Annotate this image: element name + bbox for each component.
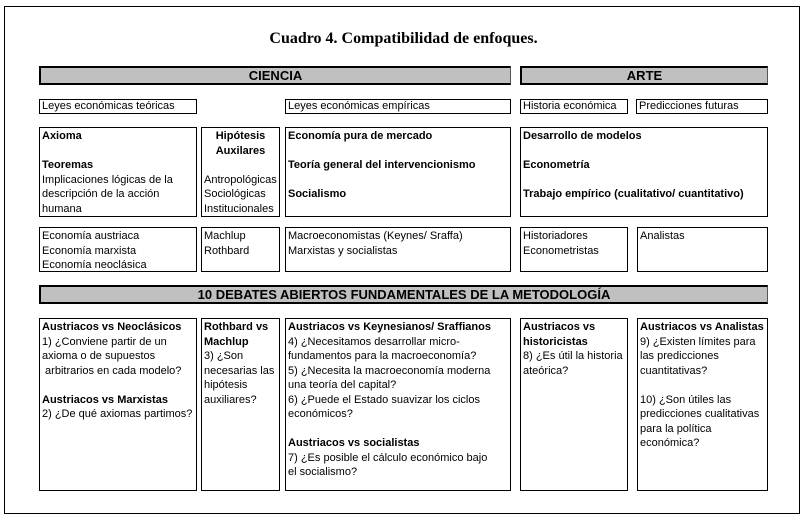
debate-question: económicos? xyxy=(288,408,353,420)
arte-item: Trabajo empírico (cualitativo/ cuantitativo) xyxy=(523,188,744,200)
section-arte: ARTE xyxy=(520,66,768,85)
arte-box xyxy=(520,127,768,217)
subheading-historia-economica: Historia económica xyxy=(520,99,628,114)
subheading-leyes-teoricas: Leyes económicas teóricas xyxy=(39,99,197,114)
escuela-item: Economía neoclásica xyxy=(42,259,147,271)
subheading-predicciones-futuras: Predicciones futuras xyxy=(636,99,768,114)
debate-question: 4) ¿Necesitamos desarrollar micro- xyxy=(288,335,460,348)
section-debates: 10 DEBATES ABIERTOS FUNDAMENTALES DE LA METODOLOGÍA xyxy=(39,285,768,304)
arte-item: Econometría xyxy=(523,159,590,171)
debate-question: 2) ¿De qué axiomas partimos? xyxy=(42,408,193,420)
debate-box-1 xyxy=(39,318,197,491)
debate-question: 1) ¿Conviene partir de un xyxy=(42,335,167,348)
autor-item: Machlup xyxy=(204,230,246,242)
hipotesis-line: Sociológicas xyxy=(204,188,266,200)
empiricas-box xyxy=(285,127,511,217)
debate-question: predicciones cualitativas xyxy=(640,408,760,420)
debate-heading: Austriacos vs Neoclásicos xyxy=(42,321,182,333)
debate-heading: Austriacos vs Keynesianos/ Sraffianos xyxy=(288,321,491,333)
analistas-box xyxy=(637,227,768,272)
hipotesis-line: Institucionales xyxy=(204,202,274,215)
debate-heading: Austriacos vs Marxistas xyxy=(42,393,168,406)
debate-question: económica? xyxy=(640,437,700,449)
debate-heading: Machlup xyxy=(204,335,249,348)
empiricas-item: Teoría general del intervencionismo xyxy=(288,159,476,171)
hipotesis-line: Antropológicas xyxy=(204,173,277,186)
debate-question: axioma o de supuestos xyxy=(42,350,156,362)
debate-question: cuantitativas? xyxy=(640,364,708,377)
table-title: Cuadro 4. Compatibilidad de enfoques. xyxy=(269,30,538,47)
axioma-box xyxy=(39,127,197,217)
debate-box-5 xyxy=(637,318,768,491)
macro-item: Macroeconomistas (Keynes/ Sraffa) xyxy=(288,230,463,242)
debate-question: una teoría del capital? xyxy=(288,379,397,391)
debate-question: 10) ¿Son útiles las xyxy=(640,393,732,406)
autores-box xyxy=(201,227,280,272)
debate-question: hipótesis xyxy=(204,379,248,391)
empiricas-item: Socialismo xyxy=(288,188,347,200)
historiadores-item: Econometristas xyxy=(523,244,599,257)
escuela-item: Economía marxista xyxy=(42,244,137,257)
arte-item: Desarrollo de modelos xyxy=(523,130,642,142)
axioma-line: descripción de la acción xyxy=(42,188,160,200)
subheading-leyes-empiricas: Leyes económicas empíricas xyxy=(285,99,511,114)
debate-question: 8) ¿Es útil la historia xyxy=(523,350,623,362)
debate-heading: Austriacos vs Analistas xyxy=(640,321,764,333)
section-ciencia: CIENCIA xyxy=(39,66,511,85)
debate-question: 5) ¿Necesita la macroeconomía moderna xyxy=(288,364,491,377)
teoremas-label: Teoremas xyxy=(42,159,94,171)
debate-question: necesarias las xyxy=(204,364,275,377)
debate-question: fundamentos para la macroeconomía? xyxy=(288,350,477,362)
debate-question: 3) ¿Son xyxy=(204,350,244,362)
debate-heading: Austriacos vs xyxy=(523,321,596,333)
hipotesis-label: Hipótesis xyxy=(215,130,266,142)
macro-box xyxy=(285,227,511,272)
debate-heading: Austriacos vs socialistas xyxy=(288,437,420,449)
hipotesis-box xyxy=(201,127,280,217)
debate-heading: historicistas xyxy=(523,335,588,348)
debate-box-3 xyxy=(285,318,511,491)
debate-question: 9) ¿Existen límites para xyxy=(640,335,756,348)
auxilares-label: Auxilares xyxy=(215,144,266,157)
debate-question: el socialismo? xyxy=(288,466,358,478)
debate-question: 6) ¿Puede el Estado suavizar los ciclos xyxy=(288,393,480,406)
axioma-line: Implicaciones lógicas de la xyxy=(42,173,173,186)
escuelas-box xyxy=(39,227,197,272)
empiricas-item: Economía pura de mercado xyxy=(288,130,433,142)
debate-heading: Rothbard vs xyxy=(204,321,269,333)
analistas-item: Analistas xyxy=(640,230,685,242)
debate-question: arbitrarios en cada modelo? xyxy=(42,364,182,377)
escuela-item: Economía austriaca xyxy=(42,230,140,242)
debate-question: ateórica? xyxy=(523,364,569,377)
autor-item: Rothbard xyxy=(204,244,250,257)
debate-question: las predicciones xyxy=(640,350,719,362)
historiadores-box xyxy=(520,227,628,272)
historiadores-item: Historiadores xyxy=(523,230,588,242)
debate-box-4 xyxy=(520,318,628,491)
axioma-line: humana xyxy=(42,202,82,215)
macro-item: Marxistas y socialistas xyxy=(288,244,398,257)
axioma-label: Axioma xyxy=(42,130,82,142)
debate-question: para la política xyxy=(640,422,712,435)
debate-question: auxiliares? xyxy=(204,393,257,406)
debate-box-2 xyxy=(201,318,280,491)
debate-question: 7) ¿Es posible el cálculo económico bajo xyxy=(288,451,488,464)
